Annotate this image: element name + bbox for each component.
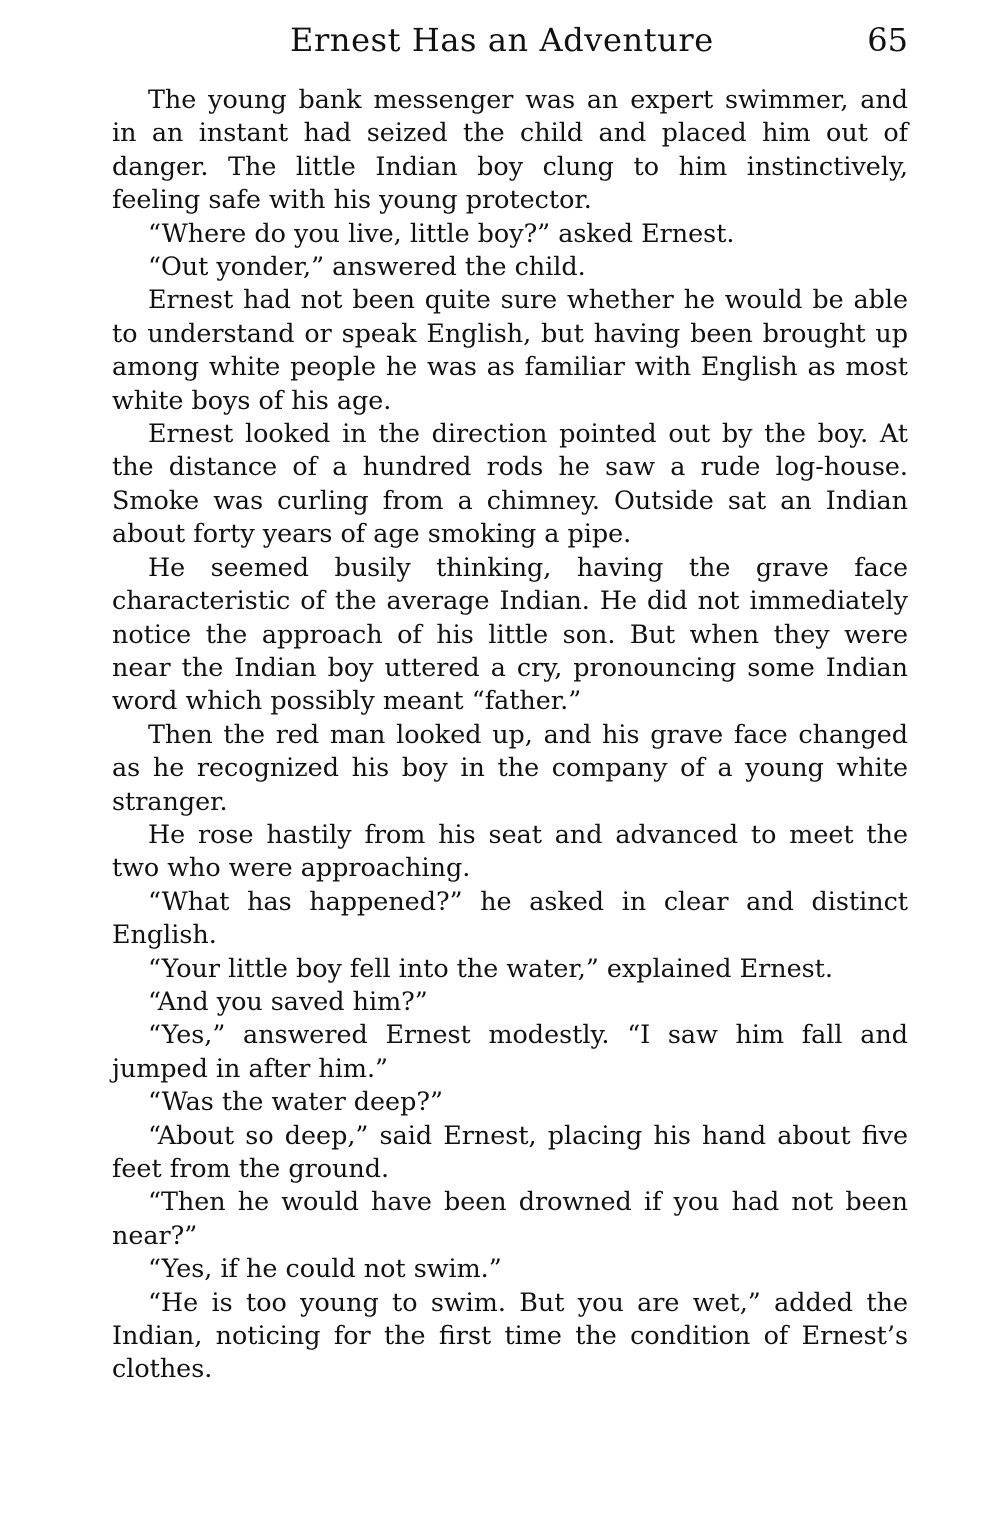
- body-text: [112, 83, 908, 1386]
- paragraph: Then the red man looked up, and his grave face changed as he recognized his boy in the company of a young white stranger.: [112, 718, 908, 816]
- running-title: Ernest Has an Adventure: [290, 21, 714, 59]
- paragraph: “Out yonder,” answered the child.: [148, 251, 586, 282]
- paragraph: “Yes,” answered Ernest modestly. “I saw him fall and jumped in after him.”: [112, 1019, 908, 1083]
- paragraph: Ernest looked in the direction pointed out by the boy. At the distance of a hundred rods he saw a rude log-house. Smoke was curling from a chimney. Outside sat an Indian about forty years of age smoking a pipe.: [112, 418, 908, 549]
- paragraph: “Then he would have been drowned if you had not been near?”: [112, 1186, 908, 1250]
- paragraph: “Was the water deep?”: [148, 1086, 443, 1117]
- paragraph: “What has happened?” he asked in clear and distinct English.: [112, 885, 908, 950]
- paragraph: “He is too young to swim. But you are wet,” added the Indian, noticing for the first time the condition of Ernest’s clothes.: [112, 1286, 908, 1384]
- page-number: 65: [867, 21, 908, 59]
- paragraph: “Where do you live, little boy?” asked Ernest.: [148, 217, 735, 248]
- paragraph: “Your little boy fell into the water,” explained Ernest.: [148, 952, 833, 983]
- paragraph: He rose hastily from his seat and advanced to meet the two who were approaching.: [112, 818, 908, 883]
- paragraph: “About so deep,” said Ernest, placing his hand about five feet from the ground.: [112, 1119, 908, 1183]
- paragraph: Ernest had not been quite sure whether he would be able to understand or speak English, but having been brought up among white people he was as familiar with English as most white boys of his age.: [112, 284, 908, 415]
- page-header: [112, 18, 908, 62]
- paragraph: The young bank messenger was an expert swimmer, and in an instant had seized the child and placed him out of danger. The little Indian boy clung to him instinctively, feeling safe with his young protector.: [112, 84, 908, 215]
- paragraph: “And you saved him?”: [148, 985, 428, 1016]
- paragraph: “Yes, if he could not swim.”: [148, 1253, 502, 1284]
- paragraph: He seemed busily thinking, having the grave face characteristic of the average Indian. He did not immediately notice the approach of his little son. But when they were near the Indian boy uttered a cry, pronouncing some Indian word which possibly meant “father.”: [112, 551, 908, 716]
